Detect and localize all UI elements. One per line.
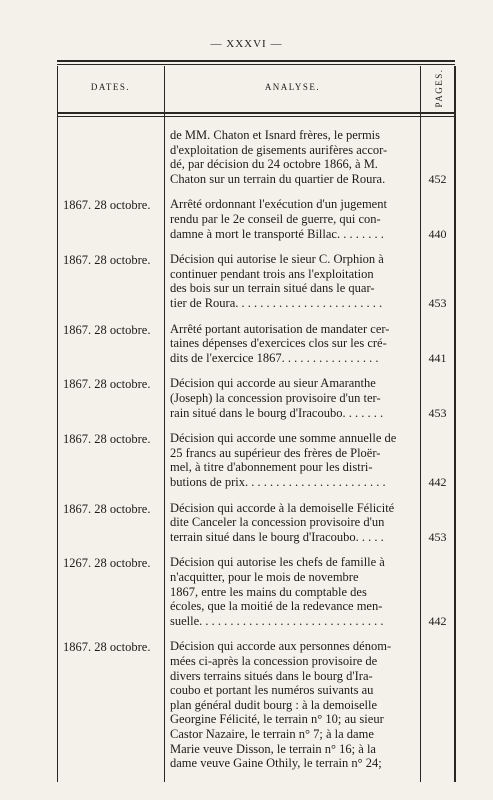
header-pages xyxy=(425,68,453,108)
analysis-line: n'acquitter, pour le mois de novembre xyxy=(170,569,359,584)
analysis-line: dame veuve Gaine Othily, le terrain n° 24; xyxy=(170,756,382,771)
entry-page: 442 xyxy=(428,613,447,628)
index-table xyxy=(57,60,455,782)
analysis-line: des bois sur un terrain situé dans le quar- xyxy=(170,281,375,296)
analysis-line: butions de prix. . . . . . . . . . . . . . . . . . . . . . . xyxy=(170,474,386,489)
entry-date: 1867. 28 octobre. xyxy=(63,432,151,447)
header-rule-thin xyxy=(57,116,455,117)
analysis-line: dite Canceler la concession provisoire d'un xyxy=(170,515,385,530)
dates-column-divider xyxy=(164,66,165,782)
analysis-line: divers terrains situés dans le bourg d'Ira- xyxy=(170,668,373,683)
entry-analysis xyxy=(170,128,418,186)
analysis-line: Décision qui accorde aux personnes dénom- xyxy=(170,639,392,654)
entry-analysis xyxy=(170,252,418,310)
header-analysis: ANALYSE. xyxy=(264,82,321,92)
analysis-line: (Joseph) la concession provisoire d'un ter- xyxy=(170,390,381,405)
analysis-line: Décision qui accorde une somme annuelle de xyxy=(170,431,397,446)
entry-date: 1267. 28 octobre. xyxy=(63,556,151,571)
analysis-line: Décision qui autorise le sieur C. Orphion à xyxy=(170,252,384,267)
analysis-line: continuer pendant trois ans l'exploitation xyxy=(170,266,374,281)
analysis-line: 1867, entre les mains du comptable des xyxy=(170,584,367,599)
analysis-line: damne à mort le transporté Billac. . . . . . . . xyxy=(170,226,384,241)
entry-page: 442 xyxy=(428,474,447,489)
entry-date: 1867. 28 octobre. xyxy=(63,253,151,268)
entry-page: 440 xyxy=(428,226,447,241)
analysis-line: d'exploitation de gisements aurifères accor- xyxy=(170,142,388,157)
entry-date: 1867. 28 octobre. xyxy=(63,640,151,655)
entry-date: 1867. 28 octobre. xyxy=(63,198,151,213)
entry-analysis xyxy=(170,431,418,489)
analysis-line: Décision qui accorde à la demoiselle Félicité xyxy=(170,500,395,515)
analysis-line: Arrêté ordonnant l'exécution d'un jugement xyxy=(170,197,387,212)
analysis-line: dé, par décision du 24 octobre 1866, à M. xyxy=(170,157,378,172)
entry-analysis xyxy=(170,197,418,241)
entry-page: 453 xyxy=(428,295,447,310)
analysis-line: tier de Roura. . . . . . . . . . . . . . . . . . . . . . . . xyxy=(170,295,383,310)
analysis-line: suelle. . . . . . . . . . . . . . . . . . . . . . . . . . . . . . xyxy=(170,613,384,628)
analysis-line: rendu par le 2e conseil de guerre, qui con- xyxy=(170,211,381,226)
analysis-line: Arrêté portant autorisation de mandater cer- xyxy=(170,321,390,336)
analysis-line: Chaton sur un terrain du quartier de Roura. xyxy=(170,171,386,186)
top-rule-thin xyxy=(57,64,455,65)
analysis-line: Marie veuve Disson, le terrain n° 16; à la xyxy=(170,741,376,756)
entry-analysis xyxy=(170,639,418,770)
analysis-line: écoles, que la moitié de la redevance men- xyxy=(170,599,383,614)
analysis-line: Georgine Félicité, le terrain n° 10; au sieur xyxy=(170,712,384,727)
header-rule xyxy=(57,112,455,114)
analysis-line: mel, à titre d'abonnement pour les distri- xyxy=(170,460,373,475)
left-border xyxy=(57,66,58,782)
analysis-line: 25 francs au supérieur des frères de Ploër- xyxy=(170,445,381,460)
top-rule xyxy=(57,60,455,62)
header-dates: DATES. xyxy=(90,82,131,92)
entry-page: 453 xyxy=(428,405,447,420)
analysis-line: Décision qui accorde au sieur Amaranthe xyxy=(170,376,376,391)
analysis-line: taines dépenses d'exercices clos sur les cré- xyxy=(170,336,387,351)
entry-analysis xyxy=(170,376,418,420)
analysis-line: rain situé dans le bourg d'Iracoubo. . . . . . . xyxy=(170,405,384,420)
analysis-line: dits de l'exercice 1867. . . . . . . . . . . . . . . . xyxy=(170,350,379,365)
analysis-line: Décision qui autorise les chefs de famille à xyxy=(170,555,385,570)
analysis-line: coubo et portant les numéros suivants au xyxy=(170,683,374,698)
entry-date: 1867. 28 octobre. xyxy=(63,501,151,516)
analysis-line: mées ci-après la concession provisoire de xyxy=(170,653,378,668)
entry-page: 453 xyxy=(428,529,447,544)
entry-analysis xyxy=(170,501,418,545)
entry-analysis xyxy=(170,322,418,366)
entry-page: 452 xyxy=(428,171,447,186)
analysis-line: de MM. Chaton et Isnard frères, le permis xyxy=(170,128,381,142)
entry-analysis xyxy=(170,555,418,628)
header-pages-label: PAGES. xyxy=(434,68,444,108)
entry-date: 1867. 28 octobre. xyxy=(63,377,151,392)
entry-page: 441 xyxy=(428,350,447,365)
analysis-line: terrain situé dans le bourg d'Iracoubo. . . . . xyxy=(170,529,384,544)
page-number: — XXXVI — xyxy=(210,38,283,50)
analysis-line: plan général dudit bourg : à la demoiselle xyxy=(170,697,378,712)
entry-date: 1867. 28 octobre. xyxy=(63,322,151,337)
analysis-line: Castor Nazaire, le terrain n° 7; à la dame xyxy=(170,726,374,741)
right-border xyxy=(454,66,456,782)
